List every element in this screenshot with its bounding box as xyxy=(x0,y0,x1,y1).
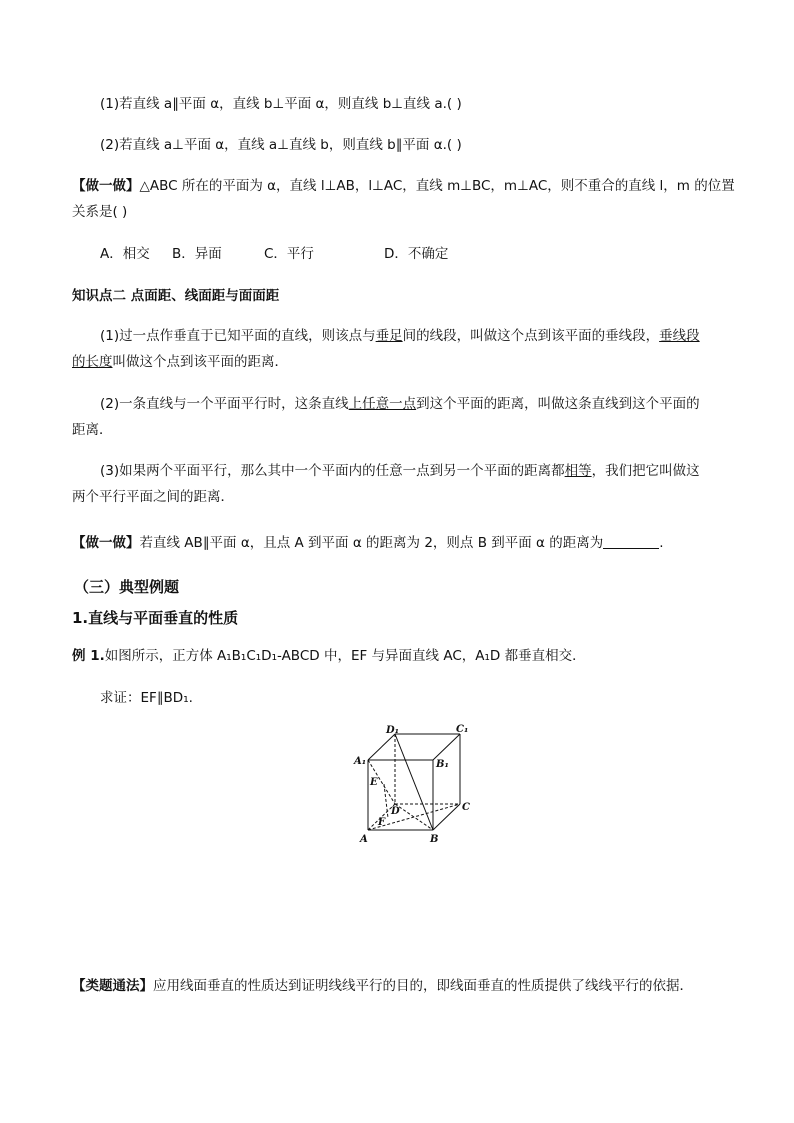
question-1: (1)若直线 a∥平面 α，直线 b⊥平面 α，则直线 b⊥直线 a.( ) xyxy=(100,96,462,112)
section-heading: （三）典型例题 xyxy=(74,578,180,596)
example-1-prove: 求证：EF∥BD₁. xyxy=(100,690,193,706)
underlined-term: 垂足 xyxy=(375,328,403,344)
label-F: F xyxy=(378,817,386,828)
underlined-term: 相等 xyxy=(564,463,592,479)
text-span: 到这个平面的距离，叫做这条直线到这个平面的 xyxy=(416,396,700,412)
option-a: A．相交 xyxy=(100,246,150,262)
try-it-2 xyxy=(72,533,664,553)
option-c: C．平行 xyxy=(264,246,314,262)
label-D1: D₁ xyxy=(386,725,400,736)
underlined-term: 上任意一点 xyxy=(348,396,417,412)
label-D: D xyxy=(391,806,400,817)
example-1 xyxy=(72,646,586,666)
label-C1: C₁ xyxy=(456,724,469,735)
try-it-tag: 【做一做】 xyxy=(72,535,140,551)
kp2-para1-line2 xyxy=(72,352,288,372)
try-it-1-line2: 关系是( ) xyxy=(72,204,128,220)
text-span: (1)过一点作垂直于已知平面的直线，则该点与 xyxy=(100,328,376,344)
kp2-para2-line1 xyxy=(100,394,700,414)
try-it-tag: 【做一做】 xyxy=(72,178,140,194)
underlined-term: 垂线段 xyxy=(659,328,700,344)
label-C: C xyxy=(462,802,470,813)
underlined-term: 的长度 xyxy=(72,354,113,370)
question-2: (2)若直线 a⊥平面 α，直线 a⊥直线 b，则直线 b∥平面 α.( ) xyxy=(100,137,462,153)
kp2-para2-line2: 距离． xyxy=(72,422,113,438)
label-B: B xyxy=(430,834,439,845)
try-it-1-line1 xyxy=(72,176,735,196)
choice-options xyxy=(100,244,448,264)
text-span: 叫做这个点到该平面的距离． xyxy=(112,354,288,370)
label-E: E xyxy=(370,777,378,788)
kp2-para3-line2: 两个平行平面之间的距离． xyxy=(72,489,234,505)
example-text: 如图所示，正方体 A₁B₁C₁D₁-ABCD 中，EF 与异面直线 AC，A₁D 都垂直相交． xyxy=(104,648,586,664)
method-summary xyxy=(72,976,693,996)
answer-blank xyxy=(603,534,659,549)
label-B1: B₁ xyxy=(436,759,449,770)
subsection-heading: 1.直线与平面垂直的性质 xyxy=(72,609,239,627)
cube-figure xyxy=(340,722,500,852)
kp2-para3-line1 xyxy=(100,461,700,481)
example-tag: 例 1. xyxy=(72,648,105,664)
option-d: D．不确定 xyxy=(384,246,449,262)
option-b: B．异面 xyxy=(172,246,222,262)
knowledge-point-2-title: 知识点二 点面距、线面距与面面距 xyxy=(72,288,280,304)
text-span: (2)一条直线与一个平面平行时，这条直线 xyxy=(100,396,349,412)
method-tag: 【类题通法】 xyxy=(72,978,153,994)
method-text: 应用线面垂直的性质达到证明线线平行的目的，即线面垂直的性质提供了线线平行的依据． xyxy=(153,978,693,994)
text-span: . xyxy=(659,535,664,551)
text-span: (3)如果两个平面平行，那么其中一个平面内的任意一点到另一个平面的距离都 xyxy=(100,463,565,479)
try-it-text: △ABC 所在的平面为 α，直线 l⊥AB，l⊥AC，直线 m⊥BC，m⊥AC，则不重合的直线 l，m 的位置 xyxy=(139,178,735,194)
try-it-text: 若直线 AB∥平面 α，且点 A 到平面 α 的距离为 2，则点 B 到平面 α 的距离为 xyxy=(139,535,604,551)
kp2-para1-line1 xyxy=(100,326,700,346)
label-A: A xyxy=(360,834,368,845)
text-span: ，我们把它叫做这 xyxy=(591,463,700,479)
label-A1: A₁ xyxy=(354,756,367,767)
text-span: 间的线段，叫做这个点到该平面的垂线段， xyxy=(402,328,660,344)
